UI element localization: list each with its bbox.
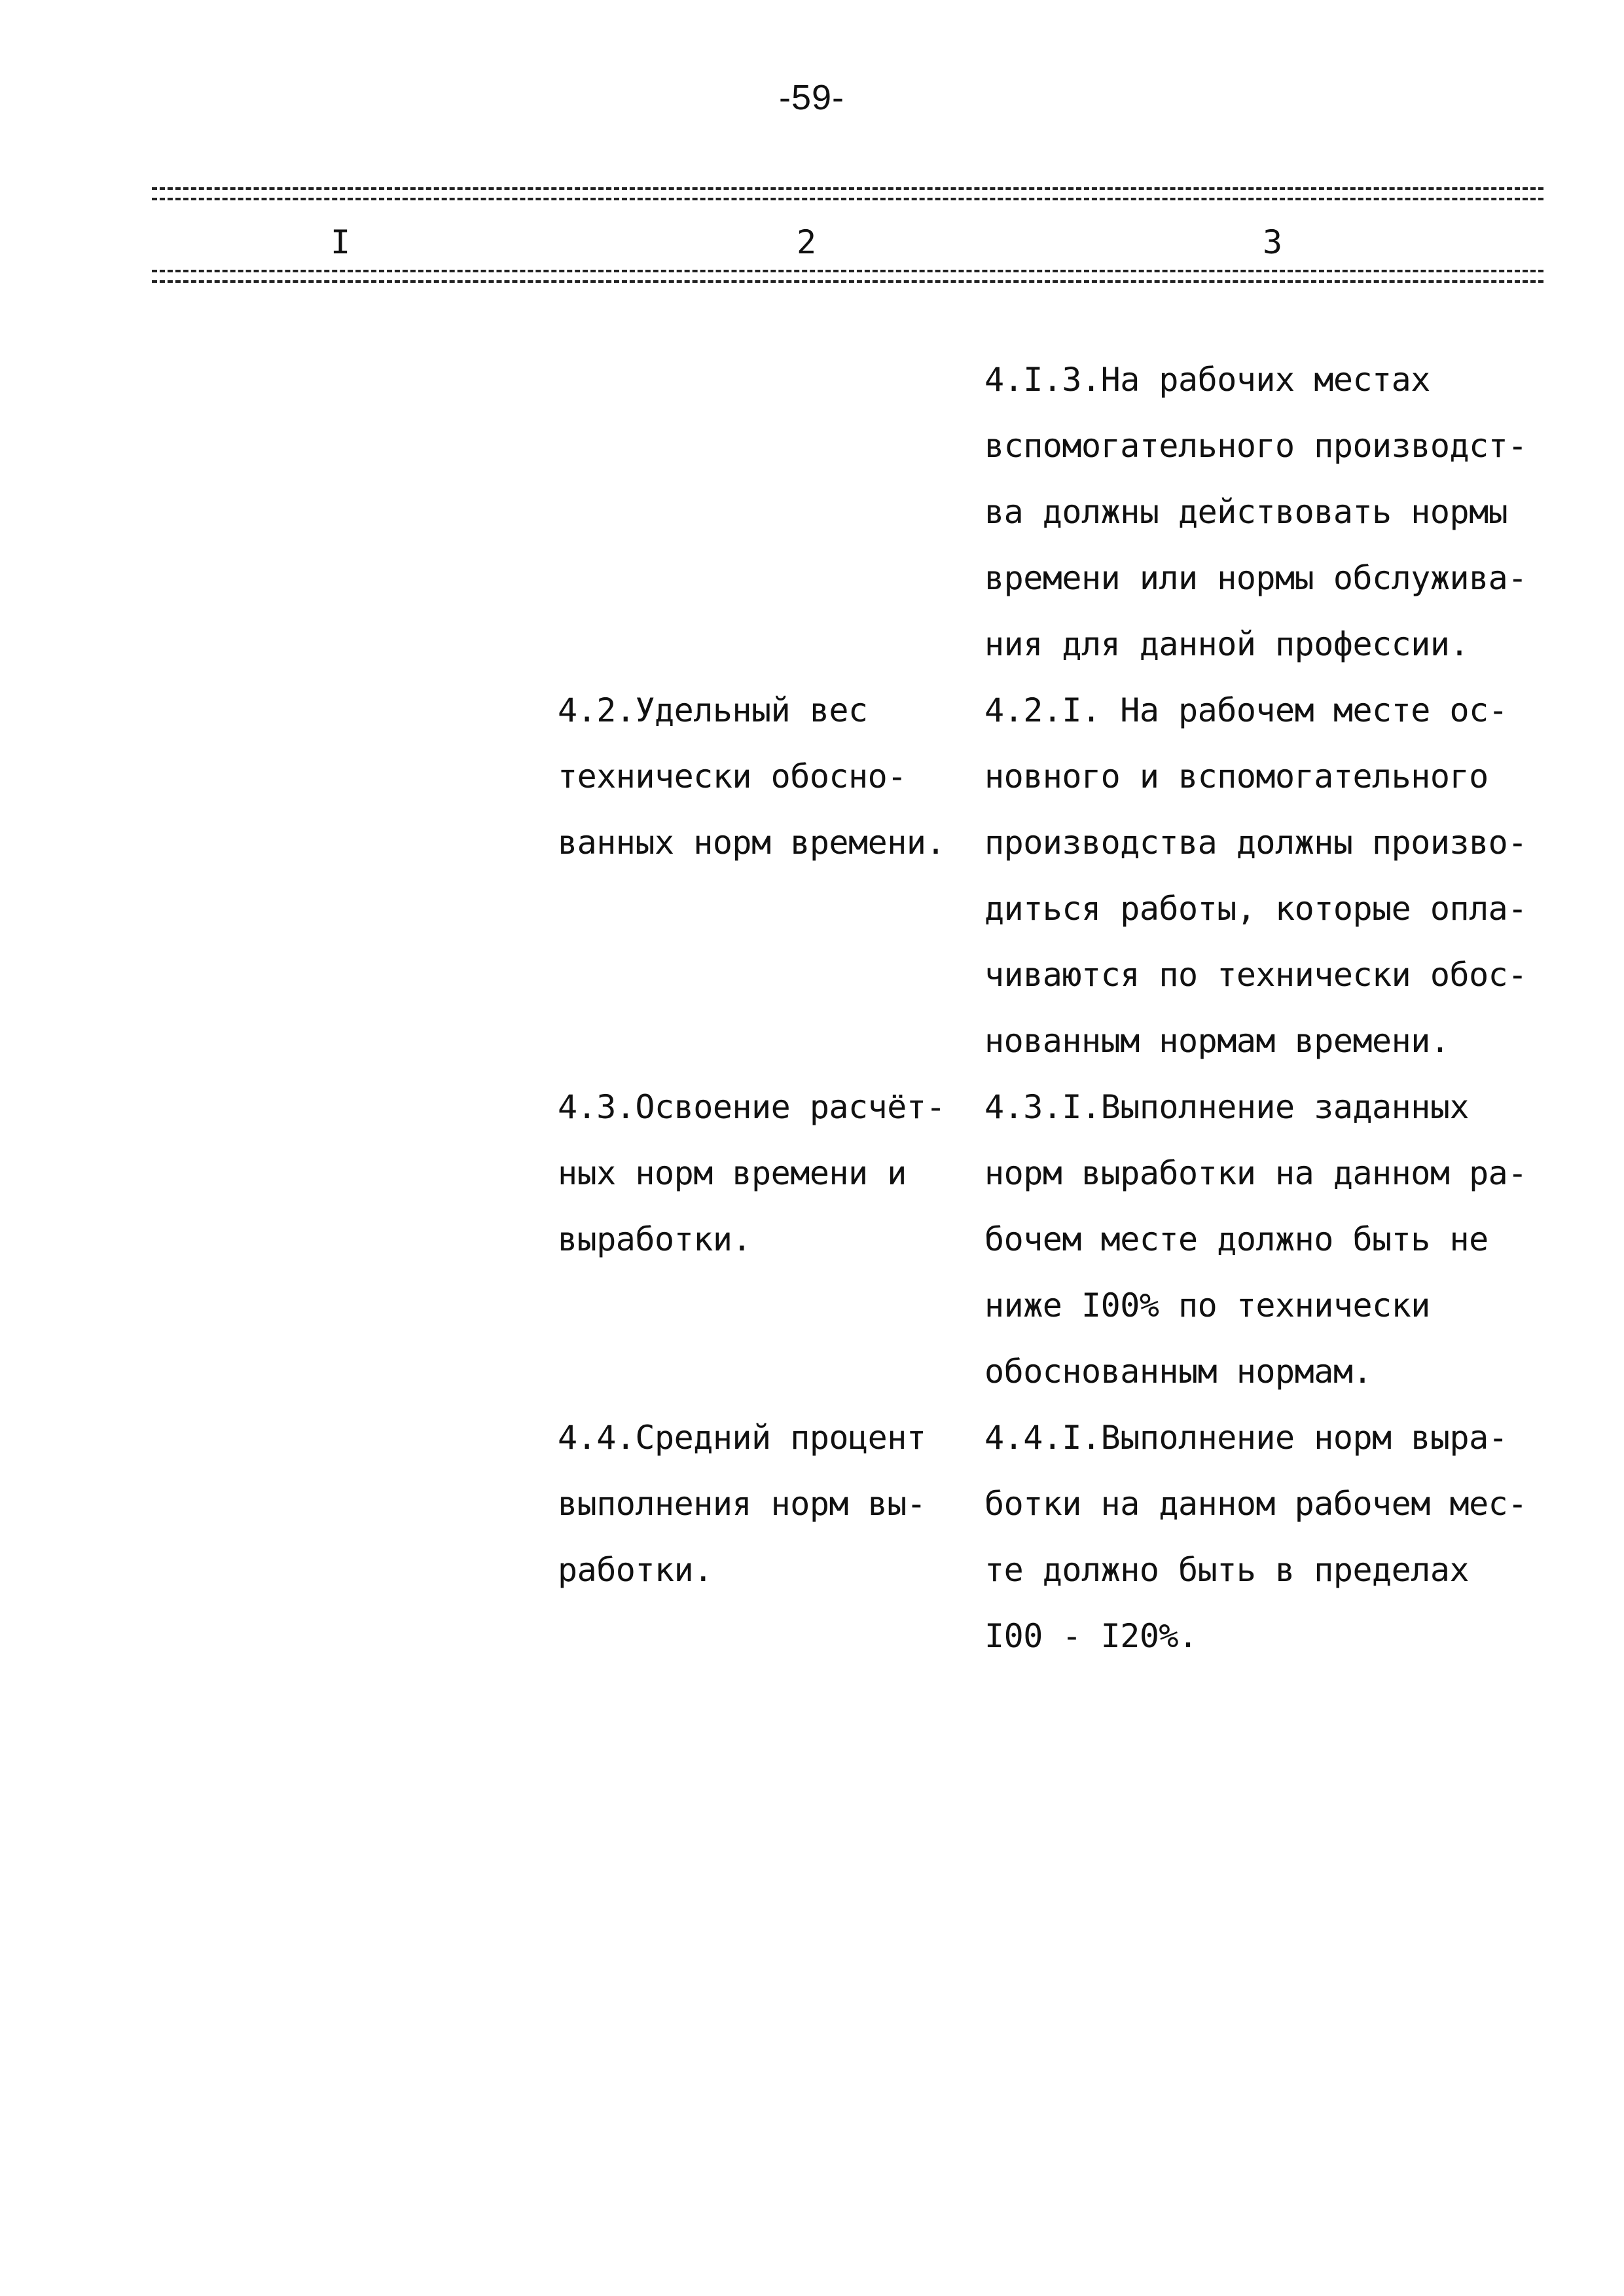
row-4-1-3-requirement: 4.I.3.На рабочих местах вспомогательного производст- ва должны действовать нормы времени или нормы обслужива- ния для данной профессии. [984,361,1527,663]
page-number: -59- [778,78,845,117]
column-header-2: 2 [796,223,817,261]
row-4-2-requirement: 4.2.I. На рабочем месте ос- новного и вспомогательного производства должны произво- диться работы, которые опла- чиваются по технически обос- нованным нормам времени. [984,691,1527,1060]
row-4-3-requirement: 4.3.I.Выполнение заданных норм выработки на данном ра- бочем месте должно быть не ниже I00% по технически обоснованным нормам. [984,1088,1527,1391]
row-4-3-indicator: 4.3.Освоение расчёт- ных норм времени и выработки. [558,1088,946,1258]
row-4-4-indicator: 4.4.Средний процент выполнения норм вы- работки. [558,1419,926,1589]
column-header-3: 3 [1262,223,1283,261]
table-header-rule-bottom [152,270,1543,283]
row-4-4-requirement: 4.4.I.Выполнение норм выра- ботки на данном рабочем мес- те должно быть в пределах I00 - I20%. [984,1419,1527,1655]
table-header-rule-top [152,187,1543,200]
column-header-1: I [330,223,351,261]
row-4-2-indicator: 4.2.Удельный вес технически обосно- ванных норм времени. [558,691,946,862]
